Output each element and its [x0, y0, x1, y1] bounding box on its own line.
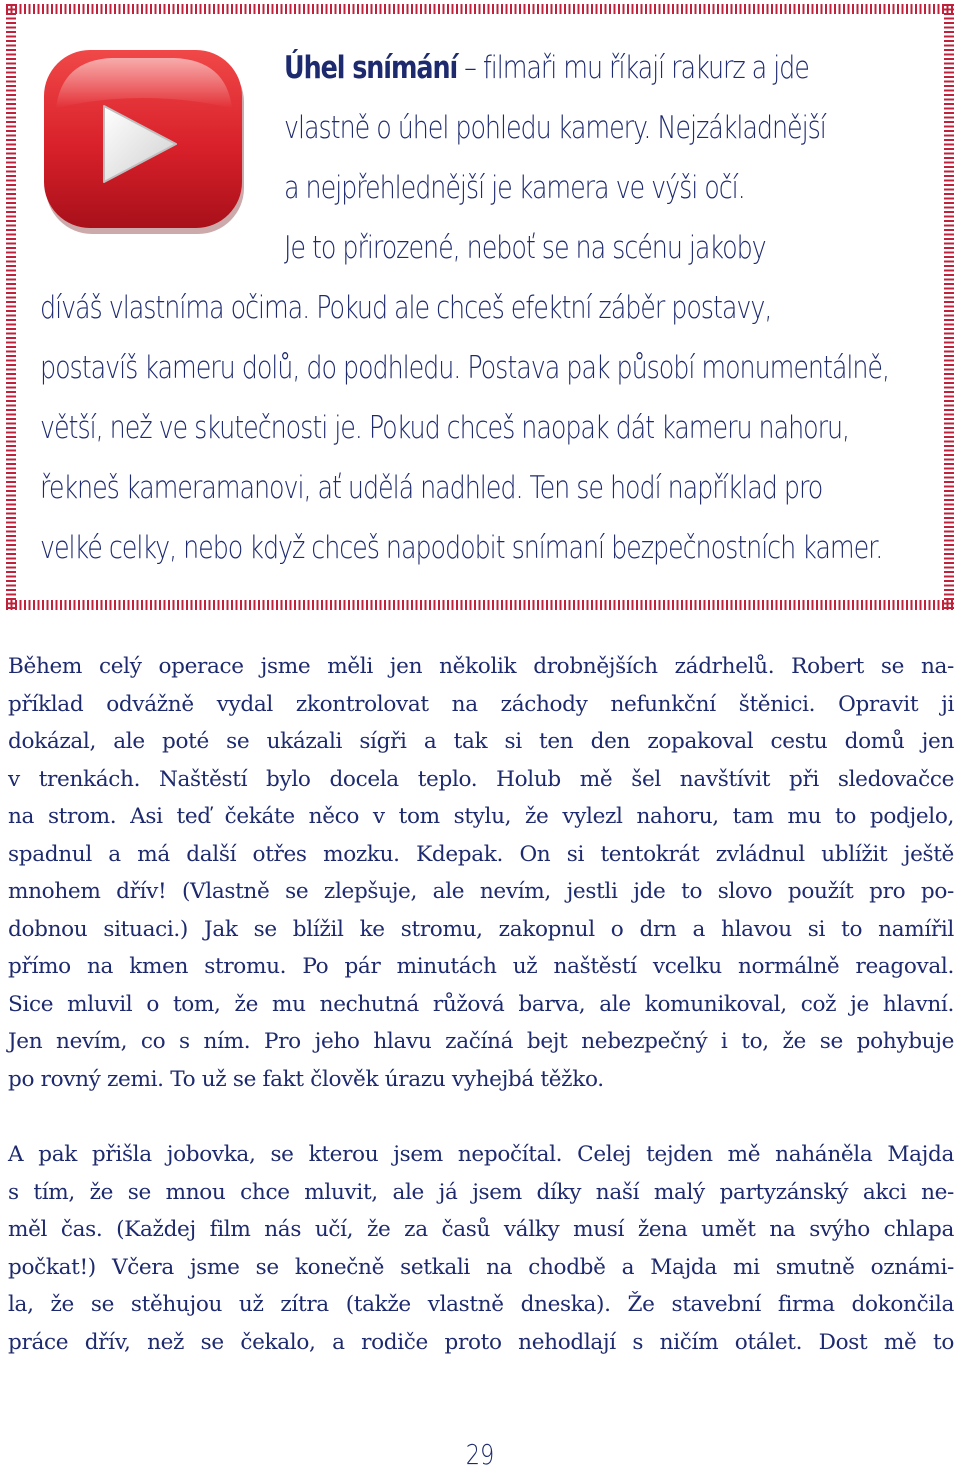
tip-line-5: díváš vlastníma očima. Pokud ale chceš efektní záběr postavy, — [40, 290, 772, 326]
paragraph-line: dokázal, ale poté se ukázali sígři a tak si ten den zopakoval cestu domů jen — [8, 729, 954, 754]
tip-line-6: postavíš kameru dolů, do podhledu. Postava pak působí monumentálně, — [40, 350, 890, 386]
paragraph-line: počkat!) Včera jsme se konečně setkali na chodbě a Majda mi smutně oznámi- — [8, 1254, 954, 1280]
tip-line-4: Je to přirozené, neboť se na scénu jakoby — [284, 230, 766, 266]
paragraph-line: dobnou situaci.) Jak se blížil ke stromu, zakopnul o drn a hlavou si to namířil — [8, 916, 954, 942]
tip-box-border-left — [6, 4, 16, 610]
tip-box-border-bottom — [6, 600, 954, 610]
paragraph-line: práce dřív, než se čekalo, a rodiče proto nehodlají s ničím otálet. Dost mě to — [8, 1329, 954, 1355]
paragraph-2 — [8, 1136, 954, 1361]
paragraph-line: Jen nevím, co s ním. Pro jeho hlavu začíná bejt nebezpečný i to, že se pohybuje — [8, 1029, 954, 1054]
paragraph-line: mnohem dřív! (Vlastně se zlepšuje, ale nevím, jestli jde to slovo použít pro po- — [8, 879, 954, 904]
paragraph-line: po rovný zemi. To už se fakt člověk úrazu vyhejbá těžko. — [8, 1066, 604, 1092]
paragraph-line: Během celý operace jsme měli jen několik drobnějších zádrhelů. Robert se na- — [8, 654, 954, 679]
tip-line-text: – filmaři mu říkají rakurz a jde — [464, 50, 809, 86]
paragraph-line: v trenkách. Naštěstí bylo docela teplo. Holub mě šel navštívit při sledovačce — [8, 766, 954, 792]
paragraph-line: A pak přišla jobovka, se kterou jsem nepočítal. Celej tejden mě naháněla Majda — [8, 1142, 954, 1167]
paragraph-line: na strom. Asi teď čekáte něco v tom stylu, že vylezl nahoru, tam mu to podjelo, — [8, 804, 954, 829]
page-number: 29 — [465, 1438, 495, 1471]
tip-line-8: řekneš kameramanovi, ať udělá nadhled. Ten se hodí například pro — [40, 470, 823, 506]
tip-line-9: velké celky, nebo když chceš napodobit snímaní bezpečnostních kamer. — [40, 530, 883, 566]
paragraph-line: Sice mluvil o tom, že mu nechutná růžová barva, ale komunikoval, což je hlavní. — [8, 991, 954, 1017]
tip-term: Úhel snímání — [284, 50, 458, 86]
tip-line-7: větší, než ve skutečnosti je. Pokud chceš naopak dát kameru nahoru, — [40, 410, 850, 446]
paragraph-1 — [8, 648, 954, 1098]
tip-box — [6, 4, 954, 610]
paragraph-line: la, že se stěhujou už zítra (takže vlastně dneska). Že stavební firma dokončila — [8, 1292, 954, 1317]
paragraph-line: spadnul a má další otřes mozku. Kdepak. On si tentokrát zvládnul ublížit ještě — [8, 841, 954, 867]
tip-box-border-top — [6, 4, 954, 14]
play-button-icon — [42, 48, 248, 238]
tip-line-3: a nejpřehlednější je kamera ve výši očí. — [284, 170, 745, 206]
paragraph-line: příklad odvážně vydal zkontrolovat na záchody nefunkční štěnici. Opravit ji — [8, 691, 954, 717]
paragraph-line: měl čas. (Každej film nás učí, že za časů války musí žena umět na svýho chlapa — [8, 1217, 954, 1242]
paragraph-line: s tím, že se mnou chce mluvit, ale já jsem díky naší malý partyzánský akci ne- — [8, 1179, 954, 1205]
tip-line-2: vlastně o úhel pohledu kamery. Nejzákladnější — [284, 110, 826, 146]
tip-line-1 — [284, 38, 809, 98]
tip-box-border-right — [944, 4, 954, 610]
paragraph-line: přímo na kmen stromu. Po pár minutách už naštěstí vcelku normálně reagoval. — [8, 954, 954, 979]
